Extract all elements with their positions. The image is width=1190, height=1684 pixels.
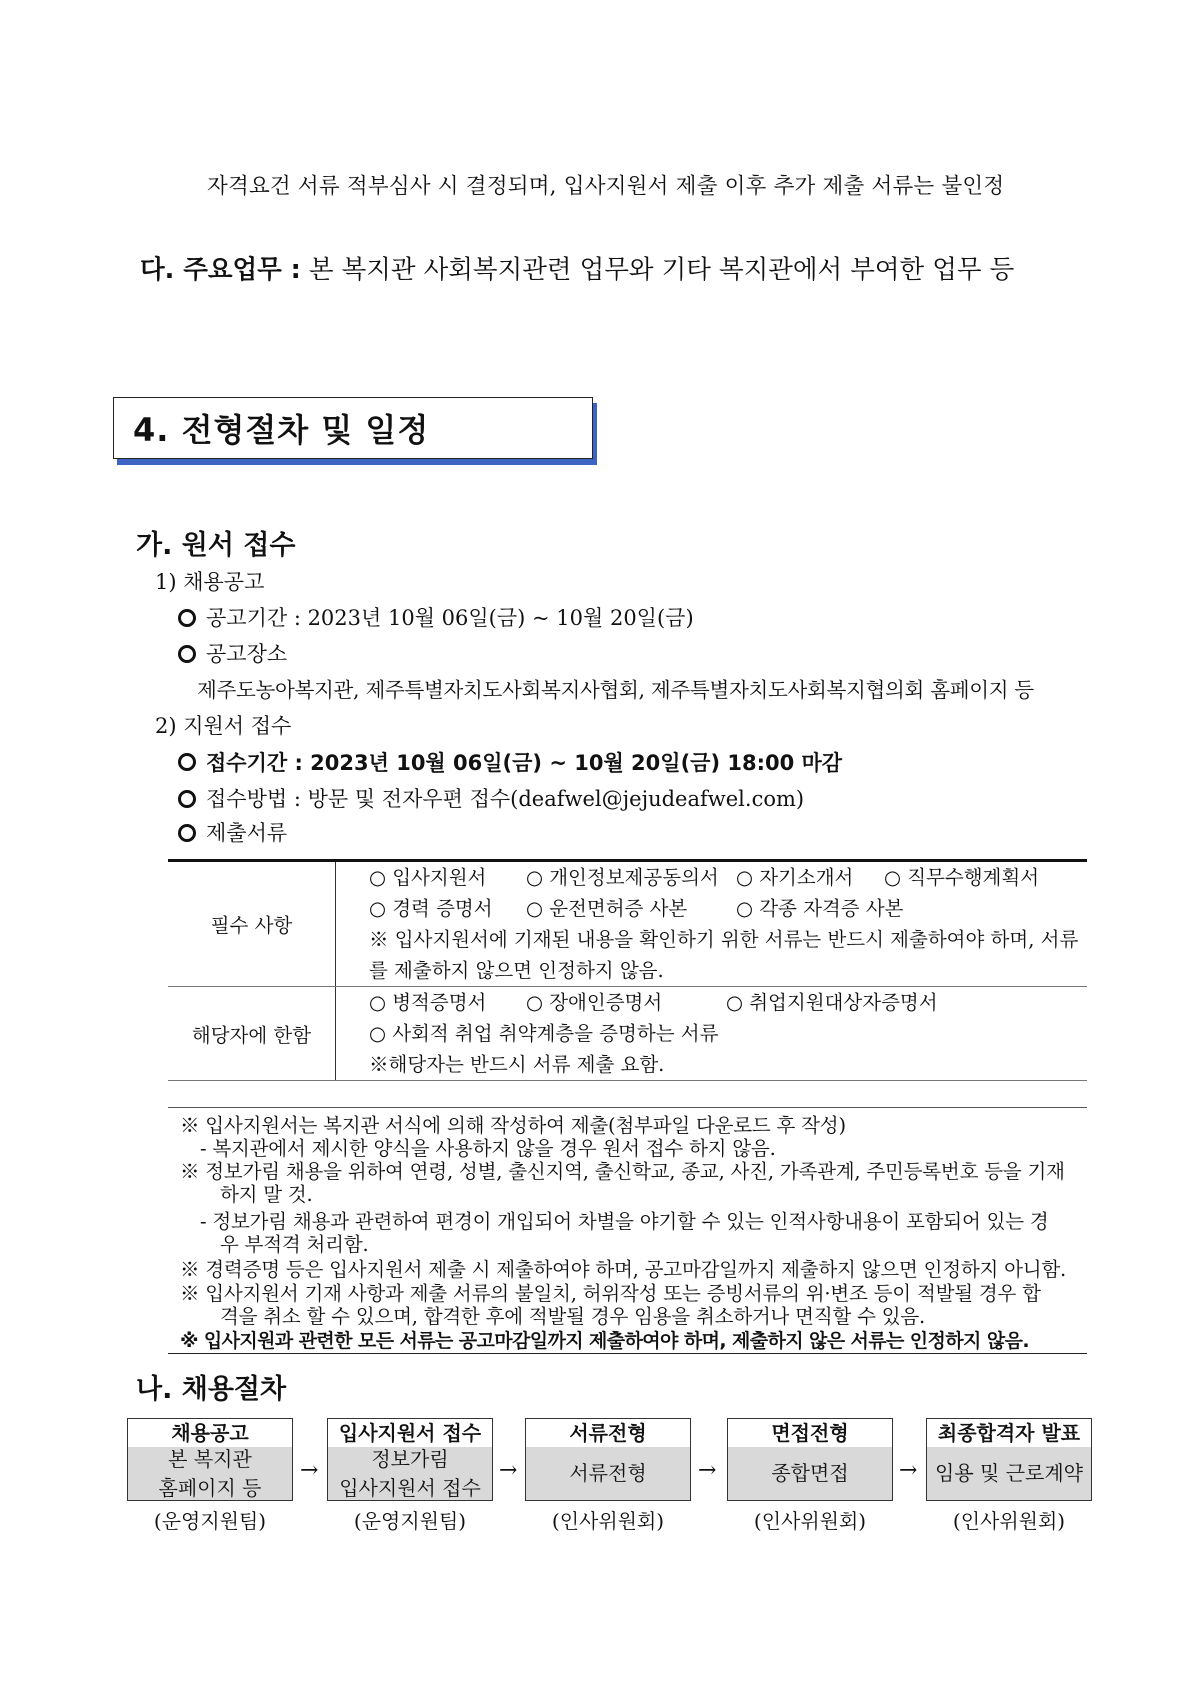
row-content-required [336, 861, 1088, 987]
note-line: 우 부적격 처리함. [220, 1233, 369, 1256]
process-step-text: 홈페이지 등 [158, 1475, 262, 1500]
doc-note: ※해당자는 반드시 서류 제출 요함. [369, 1053, 665, 1076]
process-team: (인사위원회) [952, 1509, 1066, 1533]
note-line-emphasis: ※ 입사지원과 관련한 모든 서류는 공고마감일까지 제출하여야 하며, 제출하지 않은 서류는 인정하지 않음. [180, 1330, 1029, 1352]
arrow-right-icon: → [499, 1458, 518, 1483]
arrow-right-icon: → [899, 1458, 918, 1483]
bullet-circle-icon [178, 609, 196, 627]
doc-items-line [336, 893, 1087, 924]
process-step-title: 면접전형 [728, 1419, 892, 1448]
process-step-text: 정보가림 [371, 1446, 449, 1471]
note-line: - 정보가림 채용과 관련하여 편경이 개입되어 차별을 야기할 수 있는 인적사항내용이 포함되어 있는 경 [200, 1210, 1049, 1233]
row-header-applicable: 해당자에 한함 [168, 987, 336, 1081]
arrow-right-icon: → [698, 1458, 717, 1483]
eligibility-note: 자격요건 서류 적부심사 시 결정되며, 입사지원서 제출 이후 추가 제출 서류는 불인정 [207, 174, 1005, 199]
process-team: (운영지원팀) [153, 1509, 267, 1533]
doc-item: ○ 장애인증명서 [526, 991, 663, 1014]
process-team: (인사위원회) [753, 1509, 867, 1533]
note-line: ※ 입사지원서 기재 사항과 제출 서류의 불일치, 허위작성 또는 증빙서류의 위·변조 등이 적발될 경우 합 [180, 1282, 1041, 1305]
doc-item: ○ 병적증명서 [369, 991, 487, 1014]
bullet-circle-icon [178, 790, 196, 808]
process-step-text: 본 복지관 [168, 1446, 252, 1471]
required-documents-table [168, 859, 1087, 1081]
process-step [525, 1418, 691, 1501]
process-step [926, 1418, 1092, 1501]
process-step-text: 임용 및 근로계약 [935, 1461, 1083, 1485]
note-line: 하지 말 것. [220, 1183, 313, 1206]
note-line: ※ 입사지원서는 복지관 서식에 의해 작성하여 제출(첨부파일 다운로드 후 작성) [180, 1114, 846, 1137]
table-row [168, 987, 1087, 1081]
bullet-circle-icon [178, 824, 196, 842]
notice-place-text: 제주도농아복지관, 제주특별자치도사회복지사협회, 제주특별자치도사회복지협의회 홈페이지 등 [197, 678, 1034, 702]
doc-items-line [336, 862, 1087, 893]
item-recruit-notice: 1) 채용공고 [155, 570, 265, 594]
process-step-body [728, 1447, 892, 1500]
main-duties-text: 본 복지관 사회복지관련 업무와 기타 복지관에서 부여한 업무 등 [308, 255, 1015, 285]
main-duties-label: 다. 주요업무 : [140, 255, 301, 285]
process-step-text: 서류전형 [569, 1461, 647, 1485]
section-title: 4. 전형절차 및 일정 [133, 411, 430, 449]
subsection-heading-process: 나. 채용절차 [136, 1374, 287, 1405]
process-step [127, 1418, 293, 1501]
note-line: 격을 취소 할 수 있으며, 합격한 후에 적발될 경우 임용을 취소하거나 면직할 수 있음. [220, 1305, 925, 1328]
process-step-title: 서류전형 [526, 1419, 690, 1448]
bullet-circle-icon [178, 645, 196, 663]
notice-period-text: 공고기간 : 2023년 10월 06일(금) ~ 10월 20일(금) [206, 606, 694, 630]
process-step-body [128, 1447, 292, 1500]
process-step-text: 종합면접 [771, 1461, 849, 1485]
process-step-title: 채용공고 [128, 1419, 292, 1448]
process-step-body [927, 1447, 1091, 1500]
doc-item: ○ 사회적 취업 취약계층을 증명하는 서류 [369, 1022, 719, 1045]
row-content-applicable [336, 987, 1088, 1081]
doc-note: 를 제출하지 않으면 인정하지 않음. [369, 959, 664, 982]
process-step-title: 입사지원서 접수 [328, 1419, 492, 1448]
bullet-circle-icon [178, 753, 196, 771]
receive-period-text: 접수기간 : 2023년 10월 06일(금) ~ 10월 20일(금) 18:00 마감 [206, 751, 843, 775]
notice-place-label: 공고장소 [206, 642, 288, 666]
doc-item: ○ 입사지원서 [369, 866, 487, 889]
note-line: ※ 정보가림 채용을 위하여 연령, 성별, 출신지역, 출신학교, 종교, 사진, 가족관계, 주민등록번호 등을 기재 [180, 1160, 1065, 1183]
process-step-body [328, 1447, 492, 1500]
notice-period [178, 602, 694, 632]
item-application-receive: 2) 지원서 접수 [155, 714, 292, 738]
notice-place-label-row [178, 638, 287, 668]
row-header-required: 필수 사항 [168, 861, 336, 987]
docs-label: 제출서류 [206, 821, 288, 845]
doc-item: ○ 경력 증명서 [369, 897, 493, 920]
doc-item: ○ 각종 자격증 사본 [736, 897, 904, 920]
process-step-text: 입사지원서 접수 [339, 1475, 481, 1500]
note-line: - 복지관에서 제시한 양식을 사용하지 않을 경우 원서 접수 하지 않음. [200, 1137, 776, 1160]
docs-label-row [178, 817, 287, 847]
table-row [168, 861, 1087, 987]
process-team: (인사위원회) [551, 1509, 665, 1533]
arrow-right-icon: → [300, 1458, 319, 1483]
process-team: (운영지원팀) [353, 1509, 467, 1533]
doc-item: ○ 자기소개서 [736, 866, 854, 889]
doc-items-line [336, 987, 1087, 1018]
receive-period [178, 747, 842, 777]
process-step-body [526, 1447, 690, 1500]
subsection-heading-application: 가. 원서 접수 [136, 530, 296, 561]
process-step-title: 최종합격자 발표 [927, 1419, 1091, 1448]
receive-method [178, 783, 804, 813]
receive-method-text: 접수방법 : 방문 및 전자우편 접수(deafwel@jejudeafwel.com) [206, 787, 805, 811]
doc-item: ○ 취업지원대상자증명서 [726, 991, 938, 1014]
doc-item: ○ 직무수행계획서 [884, 866, 1040, 889]
main-duties [140, 250, 1014, 286]
note-line: ※ 경력증명 등은 입사지원서 제출 시 제출하여야 하며, 공고마감일까지 제출하지 않으면 인정하지 아니함. [180, 1258, 1067, 1281]
process-step [327, 1418, 493, 1501]
doc-item: ○ 운전면허증 사본 [526, 897, 688, 920]
doc-item: ○ 개인정보제공동의서 [526, 866, 719, 889]
doc-note: ※ 입사지원서에 기재된 내용을 확인하기 위한 서류는 반드시 제출하여야 하며, 서류 [369, 928, 1079, 951]
process-step [727, 1418, 893, 1501]
